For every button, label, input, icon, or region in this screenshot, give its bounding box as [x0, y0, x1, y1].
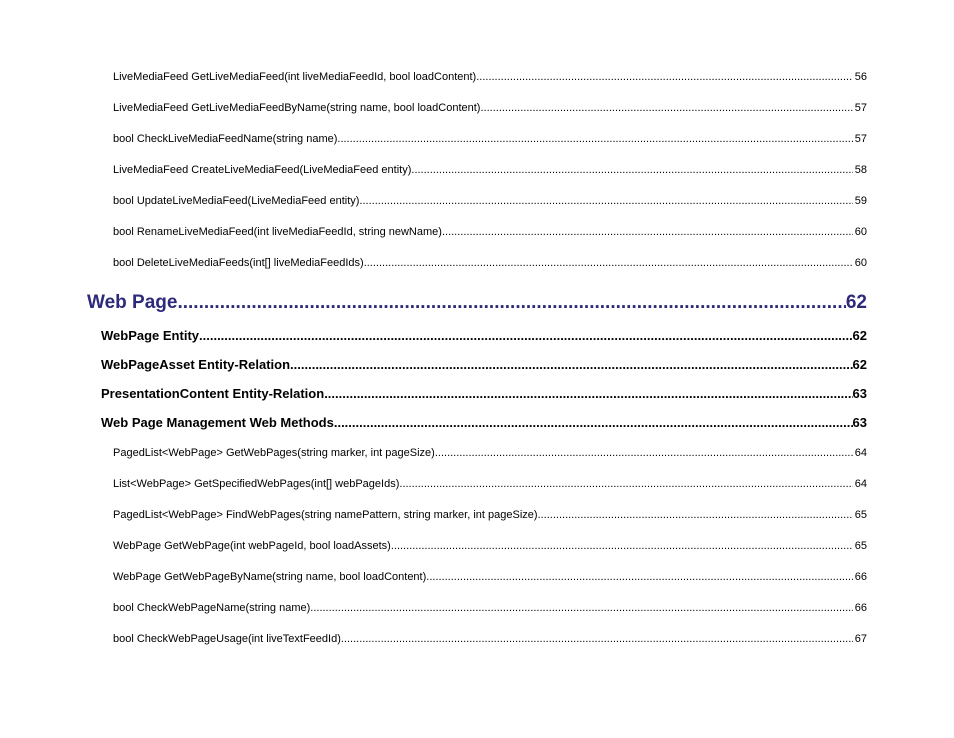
- toc-subsection-webpage-entity[interactable]: [101, 327, 867, 345]
- toc-entry-label: List<WebPage> GetSpecifiedWebPages(int[] webPageIds): [113, 478, 400, 490]
- toc-entry-label: bool CheckWebPageName(string name): [113, 602, 311, 614]
- toc-subsection-page-number: 62: [852, 357, 867, 372]
- dot-leader: [334, 414, 853, 432]
- dot-leader: [341, 631, 853, 647]
- dot-leader: [337, 131, 852, 147]
- toc-entry-page-number: 56: [854, 71, 867, 83]
- dot-leader: [364, 255, 853, 271]
- dot-leader: [442, 224, 853, 240]
- toc-entry-get-web-page[interactable]: [113, 538, 867, 554]
- toc-entry-get-web-pages[interactable]: [113, 445, 867, 461]
- toc-entry-page-number: 59: [854, 195, 867, 207]
- toc-entry-check-web-page-name[interactable]: [113, 600, 867, 616]
- dot-leader: [538, 507, 853, 523]
- toc-entry-page-number: 60: [854, 257, 867, 269]
- toc-entry-page-number: 65: [854, 509, 867, 521]
- dot-leader: [391, 538, 853, 554]
- toc-entry-label: WebPage GetWebPageByName(string name, bool loadContent): [113, 571, 427, 583]
- toc-entry-label: bool RenameLiveMediaFeed(int liveMediaFeedId, string newName): [113, 226, 442, 238]
- toc-entry-get-web-page-by-name[interactable]: [113, 569, 867, 585]
- dot-leader: [480, 100, 852, 116]
- toc-section-web-page[interactable]: [87, 290, 867, 316]
- toc-entry-page-number: 60: [854, 226, 867, 238]
- toc-entry-get-live-media-feed[interactable]: [113, 69, 867, 85]
- toc-subsection-label: PresentationContent Entity-Relation: [101, 386, 325, 401]
- toc-entry-find-web-pages[interactable]: [113, 507, 867, 523]
- toc-subsection-label: Web Page Management Web Methods: [101, 415, 334, 430]
- toc-subsection-label: WebPageAsset Entity-Relation: [101, 357, 291, 372]
- dot-leader: [476, 69, 853, 85]
- toc-subsection-label: WebPage Entity: [101, 328, 200, 343]
- toc-entry-check-live-media-feed-name[interactable]: [113, 131, 867, 147]
- toc-entry-page-number: 67: [854, 633, 867, 645]
- dot-leader: [199, 327, 853, 345]
- toc-subsection-web-page-management-web-methods[interactable]: [101, 414, 867, 432]
- toc-entry-page-number: 66: [854, 602, 867, 614]
- toc-entry-check-web-page-usage[interactable]: [113, 631, 867, 647]
- toc-entry-label: LiveMediaFeed GetLiveMediaFeedByName(string name, bool loadContent): [113, 102, 481, 114]
- toc-entry-page-number: 57: [854, 102, 867, 114]
- toc-entry-label: bool CheckWebPageUsage(int liveTextFeedId): [113, 633, 341, 645]
- toc-entry-page-number: 66: [854, 571, 867, 583]
- toc-entry-label: LiveMediaFeed CreateLiveMediaFeed(LiveMediaFeed entity): [113, 164, 412, 176]
- dot-leader: [324, 385, 852, 403]
- toc-entry-update-live-media-feed[interactable]: [113, 193, 867, 209]
- toc-subsection-page-number: 63: [852, 386, 867, 401]
- dot-leader: [177, 290, 845, 316]
- toc-entry-label: bool CheckLiveMediaFeedName(string name): [113, 133, 338, 145]
- toc-entry-rename-live-media-feed[interactable]: [113, 224, 867, 240]
- toc-entry-label: bool UpdateLiveMediaFeed(LiveMediaFeed entity): [113, 195, 360, 207]
- toc-entry-label: PagedList<WebPage> FindWebPages(string namePattern, string marker, int pageSize): [113, 509, 538, 521]
- toc-entry-page-number: 58: [854, 164, 867, 176]
- toc-entry-page-number: 65: [854, 540, 867, 552]
- toc-subsection-presentationcontent-entity-relation[interactable]: [101, 385, 867, 403]
- toc-entry-label: PagedList<WebPage> GetWebPages(string marker, int pageSize): [113, 447, 435, 459]
- toc-entry-page-number: 64: [854, 447, 867, 459]
- toc-subsection-page-number: 62: [852, 328, 867, 343]
- toc-entry-label: bool DeleteLiveMediaFeeds(int[] liveMediaFeedIds): [113, 257, 364, 269]
- toc-section-label: Web Page: [87, 292, 178, 313]
- dot-leader: [310, 600, 852, 616]
- toc-entry-delete-live-media-feeds[interactable]: [113, 255, 867, 271]
- toc-subsection-page-number: 63: [852, 415, 867, 430]
- dot-leader: [290, 356, 853, 374]
- dot-leader: [426, 569, 852, 585]
- toc-entry-create-live-media-feed[interactable]: [113, 162, 867, 178]
- toc-entry-label: LiveMediaFeed GetLiveMediaFeed(int liveMediaFeedId, bool loadContent): [113, 71, 477, 83]
- toc-entry-get-live-media-feed-by-name[interactable]: [113, 100, 867, 116]
- toc-entry-page-number: 57: [854, 133, 867, 145]
- toc-section-page-number: 62: [845, 292, 867, 313]
- toc-subsection-webpageasset-entity-relation[interactable]: [101, 356, 867, 374]
- toc-entry-get-specified-web-pages[interactable]: [113, 476, 867, 492]
- dot-leader: [399, 476, 852, 492]
- toc-entry-page-number: 64: [854, 478, 867, 490]
- dot-leader: [435, 445, 853, 461]
- dot-leader: [411, 162, 852, 178]
- toc-entry-label: WebPage GetWebPage(int webPageId, bool loadAssets): [113, 540, 391, 552]
- dot-leader: [359, 193, 852, 209]
